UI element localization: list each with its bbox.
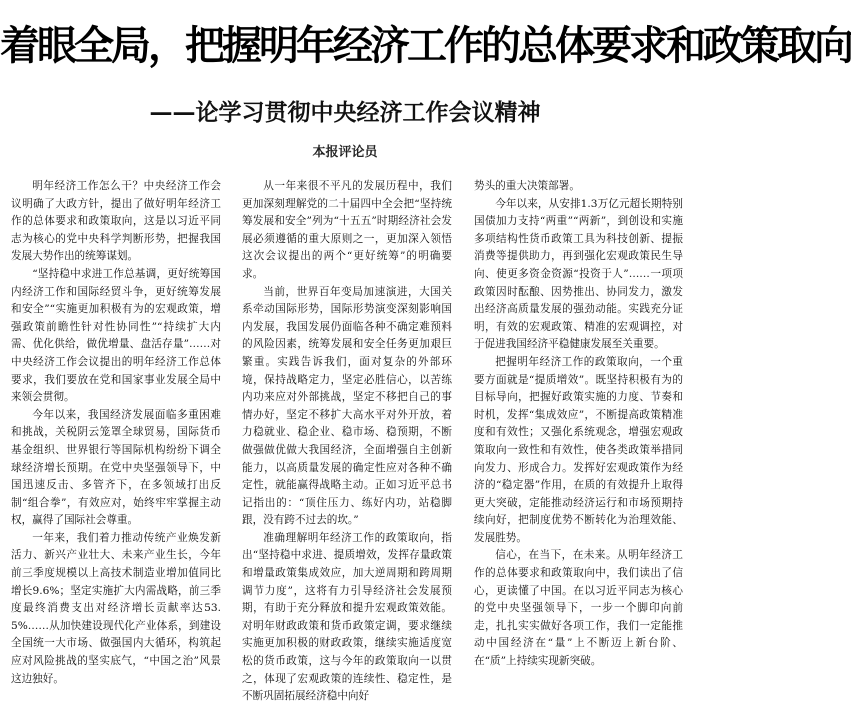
article-column-1 bbox=[11, 178, 221, 710]
byline: 本报评论员 bbox=[312, 145, 378, 160]
paragraph-continued: 势头的重大决策部署。 bbox=[474, 180, 580, 192]
paragraph: 当前，世界百年变局加速演进，大国关系牵动国际形势，国际形势演变深刻影响国内发展，我国发展仍面临各种不确定难预料的风险因素，统筹发展和安全任务更加艰巨繁重。实践告诉我们，面对复杂的外部环境，保持战略定力，坚定必胜信心，以苦练内功来应对外部挑战，坚定不移把自己的事情办好，坚定不移扩大高水平对外开放，着力稳就业、稳企业、稳市场、稳预期，不断做强做优做大我国经济，全面增强自主创新能力，以高质量发展的确定性应对各种不确定性，就能赢得战略主动。正如习近平总书记指出的：“顶住压力、练好内功，站稳脚跟，没有跨不过去的坎。” bbox=[242, 285, 452, 527]
paragraph: 一年来，我们着力推动传统产业焕发新活力、新兴产业壮大、未来产业生长，今年前三季度规模以上高技术制造业增加值同比增长9.6%；坚定实施扩大内需战略，前三季度最终消费支出对经济增长贡献率达53.5%……从加快建设现代化产业体系，到建设全国统一大市场、做强国内大循环，构筑起应对风险挑战的坚实底气，“中国之治”风景这边独好。 bbox=[11, 531, 221, 685]
article-column-3 bbox=[474, 178, 683, 710]
headline: 着眼全局，把握明年经济工作的总体要求和政策取向 bbox=[0, 23, 851, 69]
paragraph: 明年经济工作怎么干？中央经济工作会议明确了大政方针，提出了做好明年经济工作的总体要求和政策取向，这是以习近平同志为核心的党中央科学判断形势，把握我国发展大势作出的统筹谋划。 bbox=[11, 180, 221, 263]
article-column-2 bbox=[242, 178, 452, 710]
paragraph: “坚持稳中求进工作总基调，更好统筹国内经济工作和国际经贸斗争，更好统筹发展和安全”“实施更加积极有为的宏观政策，增强政策前瞻性针对性协同性”“持续扩大内需、优化供给，做优增量、盘活存量”……对中央经济工作会议提出的明年经济工作总体要求，我们要放在党和国家事业发展全局中来领会贯彻。 bbox=[11, 267, 221, 404]
paragraph: 信心，在当下，在未来。从明年经济工作的总体要求和政策取向中，我们读出了信心，更读懂了中国。在以习近平同志为核心的党中央坚强领导下，一步一个脚印向前走，扎扎实实做好各项工作，我们一定能推动中国经济在“量”上不断迈上新台阶、在“质”上持续实现新突破。 bbox=[474, 549, 683, 668]
paragraph: 准确理解明年经济工作的政策取向，指出“坚持稳中求进、提质增效，发挥存量政策和增量政策集成效应，加大逆周期和跨周期调节力度”，这将有力引导经济社会发展预期，有助于充分释放和提升宏观政策效能。对明年财政政策和货币政策定调，要求继续实施更加积极的财政政策，继续实施适度宽松的货币政策，这与今年的政策取向一以贯之，体现了宏观政策的连续性、稳定性，是不断巩固拓展经济稳中向好 bbox=[242, 531, 452, 703]
paragraph: 今年以来，我国经济发展面临多重困难和挑战，关税阴云笼罩全球贸易，国际货币基金组织、世界银行等国际机构纷纷下调全球经济增长预期。在党中央坚强领导下，中国迅速反击、多管齐下，在多领域打出反制“组合拳”，有效应对，始终牢牢掌握主动权，赢得了国际社会尊重。 bbox=[11, 408, 221, 527]
paragraph: 把握明年经济工作的政策取向，一个重要方面就是“提质增效”。既坚持积极有为的目标导向，把握好政策实施的力度、节奏和时机，发挥“集成效应”，不断提高政策精准度和有效性；又强化系统观念，增强宏观政策取向一致性和有效性，使各类政策举措同向发力、形成合力。发挥好宏观政策作为经济的“稳定器”作用，在质的有效提升上取得更大突破，定能推动经济运行和市场预期持续向好，把制度优势不断转化为治理效能、发展胜势。 bbox=[474, 355, 683, 544]
paragraph: 从一年来很不平凡的发展历程中，我们更加深刻理解党的二十届四中全会把“坚持统筹发展和安全”列为“十五五”时期经济社会发展必须遵循的重大原则之一，更加深入领悟这次会议提出的两个“更好统筹”的明确要求。 bbox=[242, 180, 452, 280]
subtitle: ——论学习贯彻中央经济工作会议精神 bbox=[149, 99, 541, 126]
paragraph: 今年以来，从安排1.3万亿元超长期特别国债加力支持“两重”“两新”，到创设和实施多项结构性货币政策工具为科技创新、提振消费等提供助力，再到强化宏观政策民生导向、使更多资金资源“投资于人”……一项项政策因时酝酿、因势推出、协同发力，激发出经济高质量发展的强劲动能。实践充分证明，有效的宏观政策、精准的宏观调控，对于促进我国经济平稳健康发展至关重要。 bbox=[474, 197, 683, 351]
